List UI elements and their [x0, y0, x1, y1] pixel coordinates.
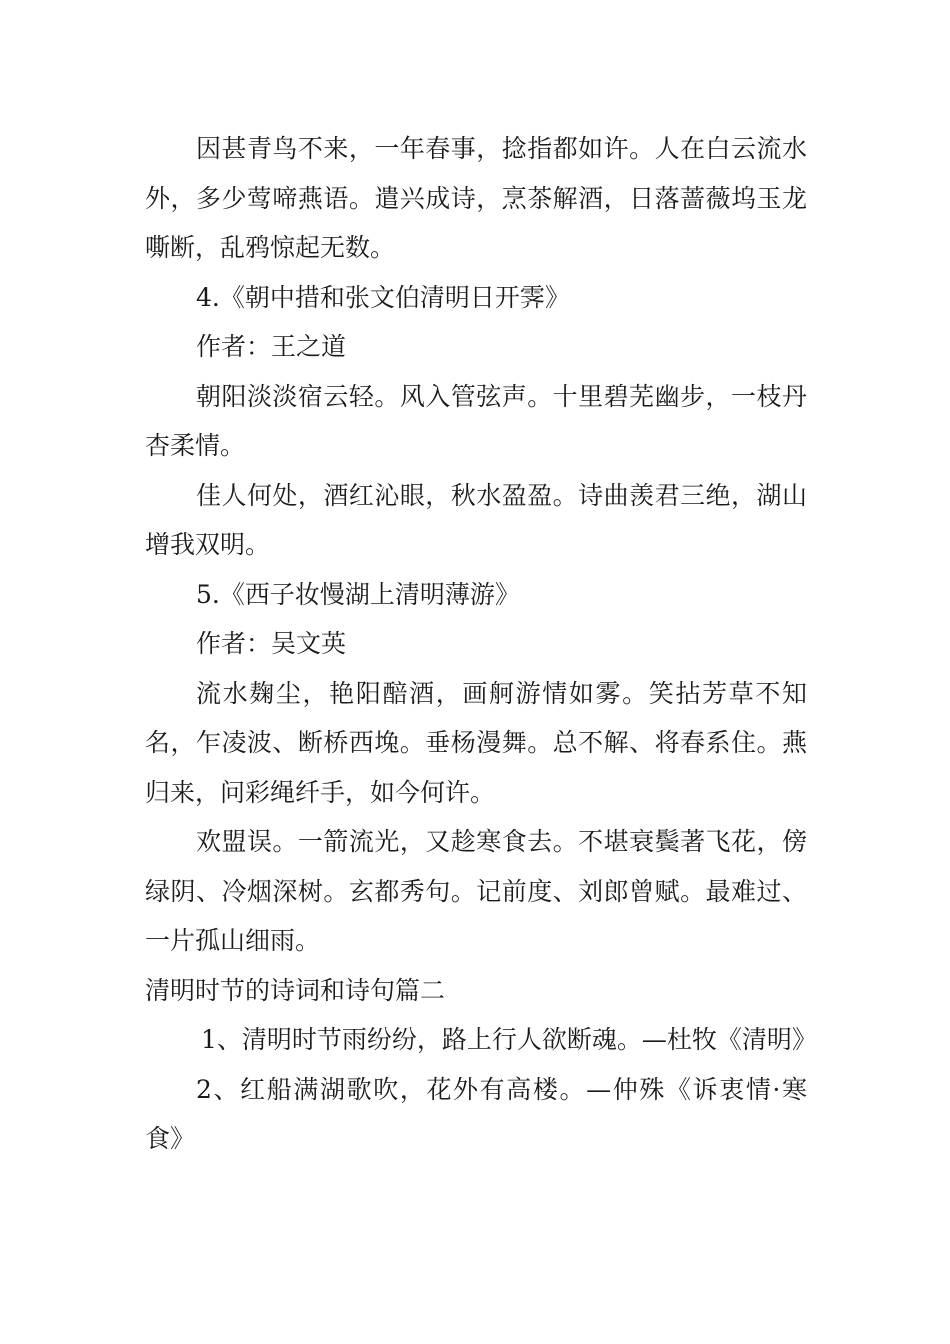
document-body: [145, 124, 817, 1164]
section-heading: 清明时节的诗词和诗句篇二: [145, 975, 446, 1005]
paragraph-poem-stanza: 佳人何处，酒红沁眼，秋水盈盈。诗曲羡君三绝，湖山增我双明。: [145, 480, 807, 559]
poem-author-4: 作者：王之道: [196, 332, 347, 361]
poem-title-4: 4.《朝中措和张文伯清明日开霁》: [196, 282, 570, 312]
list-item-quote: 1、清明时节雨纷纷，路上行人欲断魂。—杜牧《清明》: [201, 1025, 817, 1054]
poem-title-5: 5.《西子妆慢湖上清明薄游》: [196, 579, 520, 609]
list-item-quote: 2、红船满湖歌吹，花外有高楼。—仲殊《诉衷情·寒食》: [145, 1074, 807, 1153]
paragraph-poem-stanza: 欢盟误。一箭流光，又趁寒食去。不堪衰鬓著飞花，傍绿阴、冷烟深树。玄都秀句。记前度、刘郎曾赋。最难过、一片孤山细雨。: [145, 827, 807, 955]
paragraph-poem-stanza: 因甚青鸟不来，一年春事，捻指都如许。人在白云流水外，多少莺啼燕语。遣兴成诗，烹茶解酒，日落蔷薇坞玉龙嘶断，乱鸦惊起无数。: [145, 134, 807, 262]
paragraph-poem-stanza: 流水麹尘，艳阳醅酒，画舸游情如雾。笑拈芳草不知名，乍凌波、断桥西堍。垂杨漫舞。总不解、将春系住。燕归来，问彩绳纤手，如今何许。: [145, 678, 807, 807]
paragraph-poem-stanza: 朝阳淡淡宿云轻。风入管弦声。十里碧芜幽步，一枝丹杏柔情。: [145, 381, 807, 460]
poem-author-5: 作者：吴文英: [196, 629, 347, 658]
